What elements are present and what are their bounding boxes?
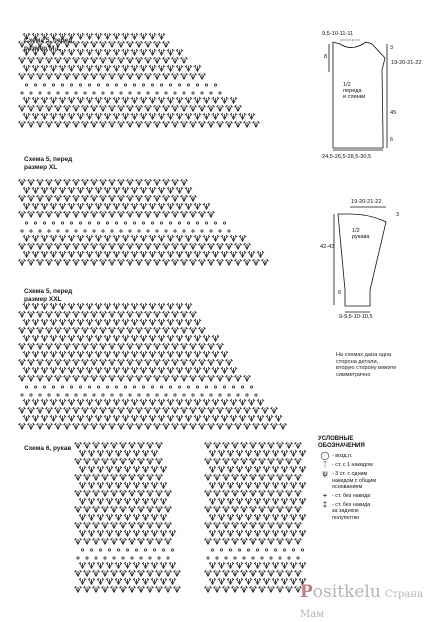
legend-title-line: ОБОЗНАЧЕНИЯ: [318, 443, 365, 449]
watermark-prefix: P: [300, 582, 313, 602]
legend-item-line: - 3 ст. с одним: [332, 471, 368, 478]
legend-item-text: [332, 462, 373, 468]
sleeve-dim-top: 19-20-21-22: [351, 199, 382, 205]
legend-item: [318, 453, 436, 459]
sleeve-chart-left: [74, 442, 180, 593]
legend-item-line: накидом с общим: [332, 477, 377, 484]
sleeve-dim-side: 42-43: [320, 244, 335, 250]
chart-label-line: Схема 5, перед: [24, 156, 73, 163]
legend-title: [318, 436, 436, 450]
dim-bottom: 24,5-26,5-28,5-30,5: [322, 154, 372, 160]
oval-icon: ◯: [320, 451, 330, 460]
legend-item-text: [332, 502, 370, 521]
legend-item: [318, 462, 436, 468]
front-center-label: [343, 82, 365, 100]
center-line: 1/2: [352, 228, 360, 234]
legend-item-line: основанием: [332, 483, 363, 490]
center-line: переда: [343, 88, 362, 94]
sleeve-schematic-outline: [334, 207, 386, 312]
sleeve-chart-right: [204, 442, 306, 593]
legend: [318, 436, 436, 521]
chart-label-xl: [24, 156, 72, 171]
dim-bottom-right: 6: [390, 137, 394, 143]
chart-label-line: Схема 6, рукав: [24, 445, 72, 452]
sleeve-dim-bottom: 9-9,5-10-10,5: [339, 314, 373, 320]
chart-label-line: размер XXL: [24, 295, 62, 303]
note-line: сторона детали,: [336, 358, 379, 365]
chart-label-line: размер XL: [24, 163, 58, 171]
dim-side: 45: [390, 110, 397, 116]
sleeve-dim-bottom-left: 6: [338, 290, 342, 296]
legend-item-line: - ст. с 1 накидом: [332, 462, 373, 469]
legend-item-line: за заднюю: [332, 508, 359, 515]
legend-item: [318, 502, 436, 521]
3dc-cluster-icon: ѱ: [322, 469, 328, 479]
legend-item-line: - ст. без накида: [332, 493, 371, 500]
dim-shoulder-text: 19-20-21-22: [391, 60, 422, 66]
watermark: [300, 582, 436, 622]
chart-label-m-l: [24, 37, 72, 52]
note-line: вторую сторону вяжите: [336, 365, 397, 372]
sc-icon: +: [322, 491, 328, 501]
sc-back-loop-icon: ‡: [322, 500, 328, 510]
note-line: На схемах дана одна: [336, 352, 392, 358]
chart-label-sleeve: [24, 445, 71, 453]
legend-item-text: [332, 453, 352, 459]
legend-item-text: [332, 493, 370, 499]
dim-shoulder: [391, 60, 421, 66]
note-line: симметрично: [336, 371, 371, 378]
symmetry-note: [336, 352, 426, 378]
front-chart-xxl: [18, 303, 286, 430]
center-line: 1/2: [343, 82, 351, 88]
legend-item: [318, 471, 436, 490]
dc-icon: ᛏ: [322, 460, 328, 470]
legend-item-text: [332, 471, 376, 490]
watermark-site: ositkelu: [312, 582, 381, 602]
watermark-suffix: Страна Мам: [300, 589, 423, 620]
legend-item-line: - возд.п.: [332, 453, 353, 459]
legend-item-line: полупетлю: [332, 514, 359, 521]
front-chart-xl: [18, 179, 268, 266]
legend-title-line: УСЛОВНЫЕ: [318, 436, 354, 442]
chart-label-line: Схема 5, перед: [24, 37, 73, 44]
dim-top-left: 8: [324, 54, 328, 60]
dim-neck: 9,5-10-11-11: [322, 31, 354, 37]
center-line: рукава: [352, 234, 370, 240]
legend-item-line: - ст. без накида: [332, 502, 371, 509]
sleeve-center-label: [352, 228, 370, 240]
center-line: и спинки: [343, 94, 366, 100]
dim-top-right: 3: [390, 45, 394, 51]
sleeve-dim-top-right: 3: [396, 212, 400, 218]
legend-item: [318, 493, 436, 499]
chart-label-xxl: [24, 288, 72, 303]
chart-label-line: Схема 5, перед: [24, 288, 73, 295]
chart-label-line: размер M-L: [24, 44, 61, 52]
